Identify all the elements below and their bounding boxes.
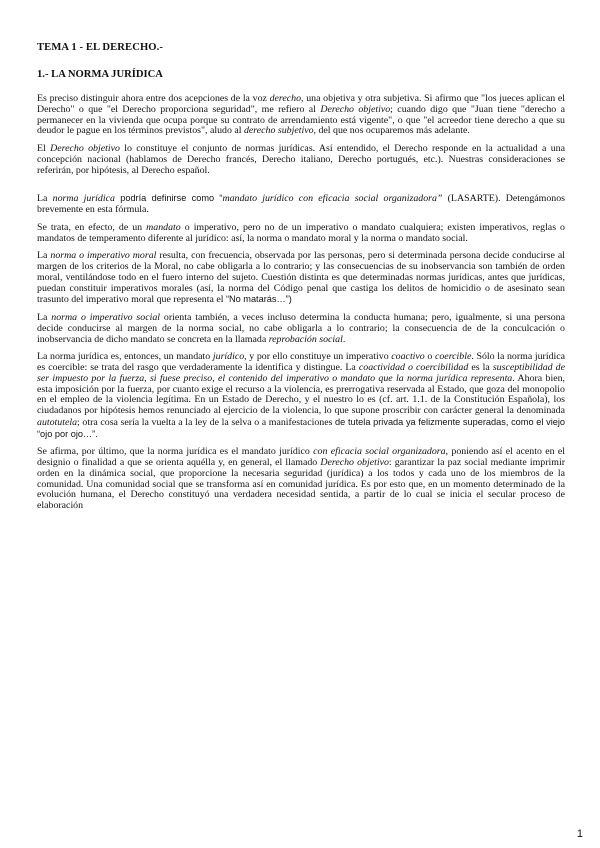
document-title: TEMA 1 - EL DERECHO.- [37, 42, 164, 53]
text-run: resulta, con frecuencia, observada por las personas, pero si determinada persona decide conducirse al margen de los criterios de la Moral, no cabe obligarla a lo contrario; y las consecuencias de su inobservancia son también de orden moral, ventilándose todo en el fuero interno del sujeto. Cuestión distinta es que determinadas normas jurídicas, antes que jurídicas, puedan constituir imperativos morales (así, la norma del Código penal que castiga los delitos de homicidio o de asesinato sean trasunto del imperativo moral que representa el [37, 250, 565, 306]
text-run: Se afirma, por último, que la norma jurídica es el mandato jurídico [37, 446, 314, 458]
text-run: Se trata, en efecto, de un [37, 221, 147, 233]
paragraph [37, 223, 565, 245]
emphasis-text: autotutela [37, 416, 78, 428]
text-run: o imperativo, pero no de un imperativo o mandato cualquiera; existen imperativos, reglas o mandatos de temperamento diferente al jurídico: así, la norma o mandato moral y la norma o mandato social. [37, 221, 565, 244]
emphasis-text: Derecho objetivo [50, 143, 120, 154]
paragraph [37, 251, 565, 306]
text-run: de tutela privada ya felizmente superadas, como el viejo “ojo por ojo…”. [37, 416, 565, 439]
emphasis-text: con eficacia social organizadora [313, 446, 446, 458]
text-run: La [37, 193, 53, 205]
paragraph [37, 193, 565, 216]
emphasis-text: norma o imperativo social [51, 312, 161, 323]
text-run: La [37, 312, 52, 323]
paragraph [37, 94, 565, 137]
emphasis-text: coactividad o coercibilidad [358, 362, 469, 373]
emphasis-text: Derecho objetivo [320, 457, 389, 468]
text-run: (LASARTE). Detengámonos brevemente en esta fórmula. [37, 193, 565, 215]
emphasis-text: reprobación social [268, 333, 343, 345]
paragraph [37, 144, 565, 176]
text-run: Es preciso distinguir ahora entre dos acepciones de la voz [37, 93, 270, 104]
paragraph [37, 352, 565, 440]
paragraph [37, 447, 565, 512]
emphasis-text: norma jurídica [52, 193, 115, 205]
body-text [37, 94, 565, 519]
text-run: ; cuando digo que "Juan tiene "derecho a permanecer en la vivienda que ocupa porque su contrato de arrendamiento está vigente", o que "el acreedor tiene derecho a que su deudor le pague en los términos previstos", aludo al [37, 103, 565, 137]
paragraph [37, 313, 565, 345]
text-run: , poniendo así el acento en el designio o finalidad a que se orienta aquélla y, en general, el llamado [37, 446, 566, 468]
text-run: El [37, 143, 51, 154]
text-run: , del que nos ocuparemos más adelante. [313, 125, 470, 137]
text-run: . Ahora bien, esta imposición por la fuerza, por cuanto exige el recurso a la violencia, es prerrogativa reservada al Estado, que goza del monopolio en el empleo de la violencia legítima. En un Estado de Derecho, y el nuestro lo es (cf. art. 1.1. de la Constitución Española), los ciudadanos por hipótesis hemos renunciado al ejercicio de la violencia, lo que supone proscribir con carácter general la denominada [37, 372, 565, 416]
emphasis-text: coercible [434, 351, 472, 363]
text-run: La norma jurídica es, entonces, un mandato [37, 351, 213, 363]
text-run: La [37, 250, 51, 262]
emphasis-text: mandato jurídico con eficacia social organizadora” [222, 193, 443, 205]
text-run: es la [468, 362, 493, 373]
emphasis-text: susceptibilidad de ser impuesto por la fuerza, si fuese preciso, el contenido del imperativo o mandato que la norma jurídica representa [37, 362, 566, 384]
text-run: , y por ello constituye un imperativo [244, 351, 392, 363]
text-run: lo constituye el conjunto de normas jurídicas. Así entendido, el Derecho responde en la actualidad a una concepción nacional (hablamos de Derecho francés, Derecho italiano, Derecho portugués, etc.). Nuestras consideraciones se referirán, por hipótesis, al Derecho español. [37, 143, 566, 176]
section-heading: 1.- LA NORMA JURÍDICA [37, 69, 163, 80]
emphasis-text: jurídico [212, 351, 245, 363]
text-run: “No matarás…”) [225, 294, 292, 305]
emphasis-text: coactivo [391, 351, 425, 363]
emphasis-text: derecho [269, 93, 302, 104]
text-run: , una objetiva y otra subjetiva. Si afirmo que "los jueces aplican el Derecho" o que "el Derecho proporciona seguridad", me refiero al [37, 93, 565, 115]
text-run: : garantizar la paz social mediante imprimir orden en la dinámica social, que proporcione la necesaria seguridad (jurídica) a los todos y cada uno de los miembros de la comunidad. Una comunidad social que se transforma así en comunidad jurídica. Es por esto que, en un momento determinado de la evolución humana, el Derecho constituyó una verdadera necesidad sentida, a partir de lo cual se inicia el secular proceso de elaboración [37, 457, 565, 511]
emphasis-text: Derecho objetivo [320, 103, 391, 115]
text-run: . [342, 333, 346, 345]
text-run: ; otra cosa sería la vuelta a la ley de la selva o a manifestaciones [77, 416, 336, 428]
text-run: orienta también, a veces incluso determina la conducta humana; pero, igualmente, si una persona decide conducirse al margen de la norma social, no cabe obligarla a lo contrario; la consecuencia de de la conculcación o inobservancia de dicho mandato se concreta en la llamada [37, 312, 565, 345]
emphasis-text: derecho subjetivo [243, 125, 314, 137]
text-run: podría definirse como “ [114, 193, 223, 204]
emphasis-text: norma o imperativo moral [50, 250, 157, 262]
emphasis-text: mandato [146, 221, 181, 233]
text-run: . Sólo la norma jurídica es coercible: se trata del rasgo que verdaderamente la identifica y distingue. La [37, 351, 566, 373]
text-run: o [424, 351, 435, 363]
page-number: 1 [576, 828, 583, 840]
